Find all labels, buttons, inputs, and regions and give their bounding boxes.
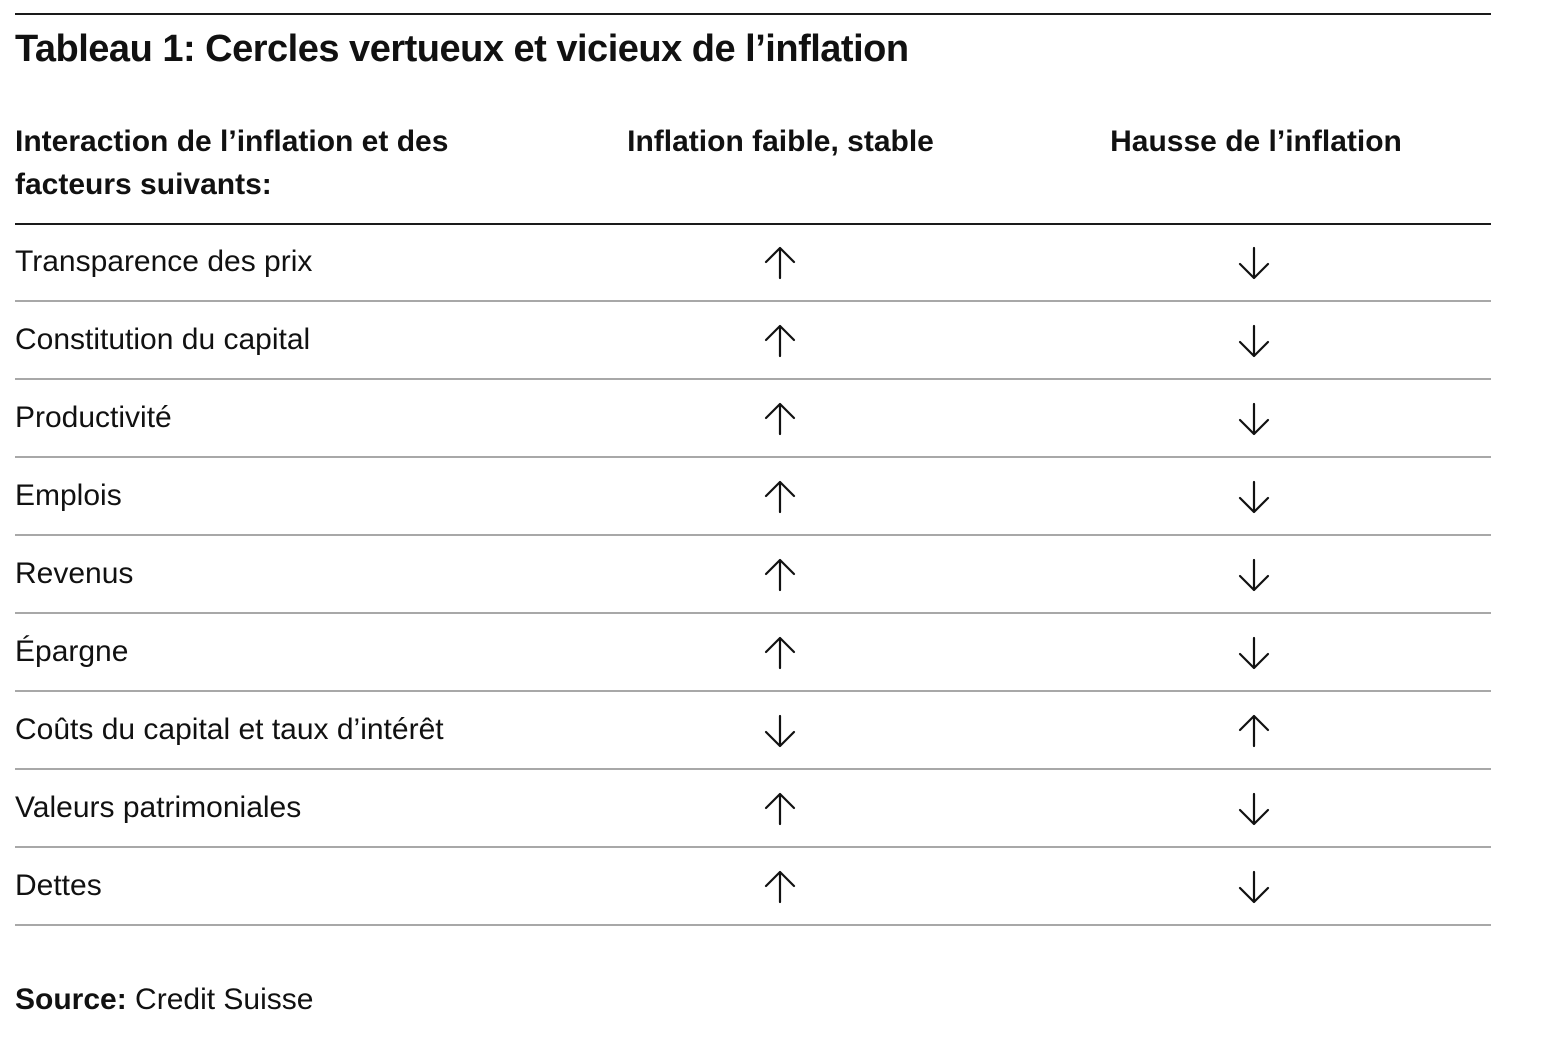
arrow-up-icon — [1237, 714, 1271, 748]
source-text: Credit Suisse — [135, 983, 314, 1016]
column-header-low-stable-inflation: Inflation faible, stable — [627, 125, 934, 158]
table-row — [15, 458, 1491, 536]
table-body — [15, 224, 1491, 926]
row-label: Dettes — [15, 869, 102, 902]
arrow-up-icon — [763, 870, 797, 904]
arrow-down-icon — [1237, 324, 1271, 358]
arrow-up-icon — [763, 402, 797, 436]
arrow-up-icon — [763, 246, 797, 280]
table-row — [15, 848, 1491, 926]
row-label: Emplois — [15, 479, 122, 512]
table-row — [15, 536, 1491, 614]
arrow-down-icon — [1237, 480, 1271, 514]
arrow-up-icon — [763, 480, 797, 514]
arrow-up-icon — [763, 792, 797, 826]
table-row — [15, 380, 1491, 458]
row-label: Transparence des prix — [15, 245, 313, 278]
column-header-rising-inflation: Hausse de l’inflation — [1110, 125, 1402, 158]
arrow-down-icon — [1237, 870, 1271, 904]
row-label: Constitution du capital — [15, 323, 311, 356]
arrow-down-icon — [1237, 558, 1271, 592]
row-label: Épargne — [15, 635, 129, 668]
arrow-up-icon — [763, 636, 797, 670]
row-label: Productivité — [15, 401, 172, 434]
row-label: Valeurs patrimoniales — [15, 791, 302, 824]
table-row — [15, 614, 1491, 692]
arrow-up-icon — [763, 558, 797, 592]
arrow-down-icon — [1237, 402, 1271, 436]
column-header-factor: Interaction de l’inflation et des facteurs suivants: — [15, 125, 449, 201]
arrow-down-icon — [1237, 246, 1271, 280]
arrow-down-icon — [763, 714, 797, 748]
arrow-down-icon — [1237, 636, 1271, 670]
table-row — [15, 224, 1491, 302]
table-row — [15, 770, 1491, 848]
arrow-up-icon — [763, 324, 797, 358]
table-title: Tableau 1: Cercles vertueux et vicieux de l’inflation — [15, 28, 909, 70]
table-row — [15, 692, 1491, 770]
table-header — [15, 120, 1491, 225]
source-label: Source: — [15, 983, 127, 1016]
table-row — [15, 302, 1491, 380]
row-label: Revenus — [15, 557, 134, 590]
row-label: Coûts du capital et taux d’intérêt — [15, 713, 444, 746]
source-note — [15, 983, 313, 1017]
arrow-down-icon — [1237, 792, 1271, 826]
top-rule — [15, 13, 1491, 15]
